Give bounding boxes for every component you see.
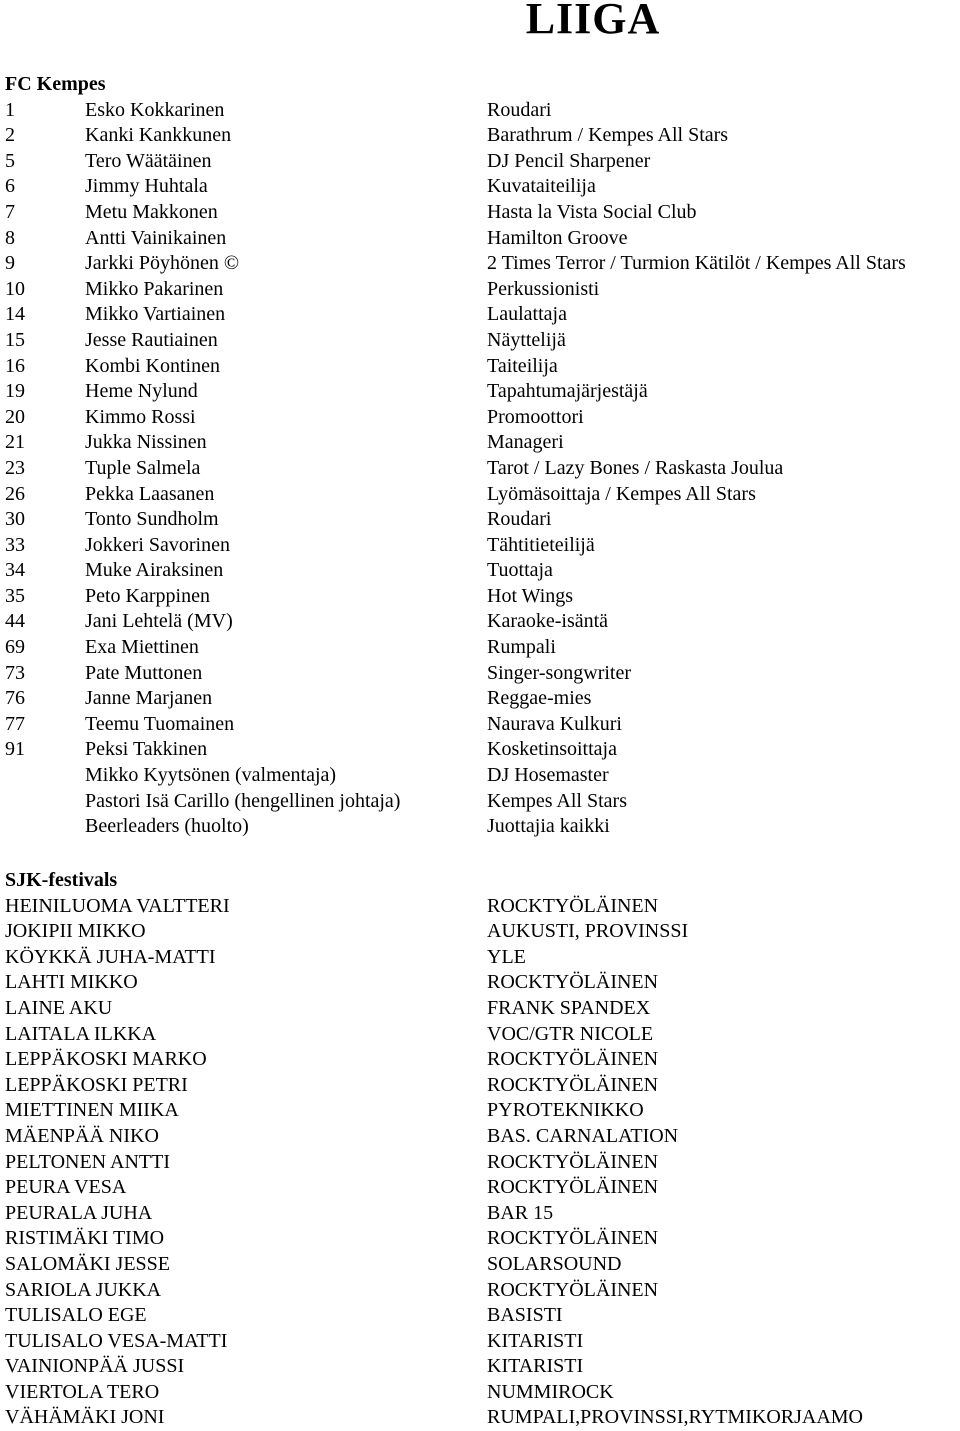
player-role: KITARISTI [487, 1355, 584, 1378]
player-role: PYROTEKNIKKO [487, 1099, 644, 1122]
table-row [5, 712, 960, 738]
player-role: NUMMIROCK [487, 1380, 614, 1403]
table-row [5, 996, 960, 1022]
player-role: Laulattaja [487, 303, 567, 326]
player-role: DJ Pencil Sharpener [487, 149, 651, 172]
player-role: ROCKTYÖLÄINEN [487, 1176, 659, 1199]
player-number: 73 [5, 661, 25, 684]
player-role: VOC/GTR NICOLE [487, 1022, 654, 1045]
player-name: HEINILUOMA VALTTERI [5, 894, 230, 917]
table-row [5, 482, 960, 508]
player-name: Jukka Nissinen [85, 431, 207, 454]
table-row [5, 763, 960, 789]
table-row [5, 533, 960, 559]
player-number: 30 [5, 508, 25, 531]
table-row [5, 302, 960, 328]
table-row [5, 226, 960, 252]
player-name: Esko Kokkarinen [85, 98, 225, 121]
player-role: YLE [487, 945, 526, 968]
player-role: 2 Times Terror / Turmion Kätilöt / Kempes All Stars [487, 252, 906, 275]
player-role: Näyttelijä [487, 328, 566, 351]
table-row [5, 456, 960, 482]
table-row [5, 98, 960, 124]
table-row [5, 1278, 960, 1304]
table-row [5, 200, 960, 226]
player-name: JOKIPII MIKKO [5, 920, 146, 943]
table-row [5, 1124, 960, 1150]
player-role: Karaoke-isäntä [487, 610, 609, 633]
table-row [5, 507, 960, 533]
player-number: 15 [5, 328, 25, 351]
player-number: 76 [5, 687, 25, 710]
player-role: ROCKTYÖLÄINEN [487, 1278, 659, 1301]
fc-kempes-roster [5, 72, 960, 840]
table-row [5, 814, 960, 840]
player-role: ROCKTYÖLÄINEN [487, 1073, 659, 1096]
table-row [5, 584, 960, 610]
player-name: PELTONEN ANTTI [5, 1150, 170, 1173]
table-row [5, 1252, 960, 1278]
player-name: PEURA VESA [5, 1176, 127, 1199]
player-role: ROCKTYÖLÄINEN [487, 971, 659, 994]
player-role: Juottajia kaikki [487, 815, 610, 838]
player-name: Pate Muttonen [85, 661, 203, 684]
table-row [5, 149, 960, 175]
player-role: BASISTI [487, 1304, 563, 1327]
player-role: Tuottaja [487, 559, 553, 582]
table-row [5, 945, 960, 971]
table-row [5, 251, 960, 277]
player-name: Teemu Tuomainen [85, 712, 235, 735]
player-name: KÖYKKÄ JUHA-MATTI [5, 945, 216, 968]
player-number: 8 [5, 226, 15, 249]
table-row [5, 1201, 960, 1227]
fc-kempes-rows [5, 98, 960, 840]
player-number: 20 [5, 405, 25, 428]
table-row [5, 1405, 960, 1431]
player-name: MÄENPÄÄ NIKO [5, 1124, 159, 1147]
player-role: Hasta la Vista Social Club [487, 200, 697, 223]
player-number: 19 [5, 380, 25, 403]
player-role: Kempes All Stars [487, 789, 627, 812]
table-row [5, 1098, 960, 1124]
player-role: Kosketinsoittaja [487, 738, 617, 761]
player-number: 44 [5, 610, 25, 633]
player-role: Hot Wings [487, 584, 574, 607]
player-name: Metu Makkonen [85, 200, 218, 223]
player-role: Lyömäsoittaja / Kempes All Stars [487, 482, 756, 505]
player-role: KITARISTI [487, 1329, 584, 1352]
player-name: Jesse Rautiainen [85, 328, 218, 351]
sjk-festivals-rows [5, 894, 960, 1431]
player-name: VAINIONPÄÄ JUSSI [5, 1355, 185, 1378]
player-number: 77 [5, 712, 25, 735]
table-row [5, 970, 960, 996]
player-role: ROCKTYÖLÄINEN [487, 1048, 659, 1071]
table-row [5, 661, 960, 687]
player-number: 6 [5, 175, 15, 198]
player-role: Promoottori [487, 405, 584, 428]
player-name: Kimmo Rossi [85, 405, 196, 428]
table-row [5, 1226, 960, 1252]
player-name: SARIOLA JUKKA [5, 1278, 162, 1301]
sjk-festivals-roster [5, 868, 960, 1431]
table-row [5, 123, 960, 149]
table-row [5, 1354, 960, 1380]
player-role: BAR 15 [487, 1201, 554, 1224]
table-row [5, 430, 960, 456]
table-row [5, 1329, 960, 1355]
player-role: Manageri [487, 431, 564, 454]
player-role: Kuvataiteilija [487, 175, 596, 198]
player-name: Jarkki Pöyhönen © [85, 252, 240, 275]
table-row [5, 635, 960, 661]
table-row [5, 379, 960, 405]
player-role: Perkussionisti [487, 277, 600, 300]
player-name: Peto Karppinen [85, 584, 210, 607]
player-role: Tapahtumajärjestäjä [487, 380, 648, 403]
player-role: Roudari [487, 508, 552, 531]
player-name: Muke Airaksinen [85, 559, 224, 582]
table-row [5, 1150, 960, 1176]
table-row [5, 354, 960, 380]
player-name: Jani Lehtelä (MV) [85, 610, 233, 633]
table-row [5, 1022, 960, 1048]
player-number: 16 [5, 354, 25, 377]
player-name: Tero Wäätäinen [85, 149, 212, 172]
player-role: SOLARSOUND [487, 1252, 622, 1275]
player-name: Beerleaders (huolto) [85, 815, 249, 838]
player-name: Tonto Sundholm [85, 508, 219, 531]
player-name: TULISALO VESA-MATTI [5, 1329, 228, 1352]
player-role: Barathrum / Kempes All Stars [487, 124, 729, 147]
player-name: Heme Nylund [85, 380, 198, 403]
player-name: LEPPÄKOSKI PETRI [5, 1073, 188, 1096]
player-name: Tuple Salmela [85, 456, 201, 479]
player-name: Mikko Vartiainen [85, 303, 226, 326]
player-number: 9 [5, 252, 15, 275]
player-number: 23 [5, 456, 25, 479]
table-row [5, 277, 960, 303]
player-number: 5 [5, 149, 15, 172]
player-number: 33 [5, 533, 25, 556]
table-row [5, 919, 960, 945]
player-name: Antti Vainikainen [85, 226, 227, 249]
table-row [5, 737, 960, 763]
player-name: Pekka Laasanen [85, 482, 215, 505]
player-role: Singer-songwriter [487, 661, 632, 684]
player-role: Roudari [487, 98, 552, 121]
player-number: 10 [5, 277, 25, 300]
player-role: Hamilton Groove [487, 226, 628, 249]
player-role: Taiteilija [487, 354, 558, 377]
player-number: 21 [5, 431, 25, 454]
table-row [5, 1047, 960, 1073]
player-role: RUMPALI,PROVINSSI,RYTMIKORJAAMO [487, 1406, 863, 1429]
player-number: 26 [5, 482, 25, 505]
table-row [5, 686, 960, 712]
player-role: ROCKTYÖLÄINEN [487, 894, 659, 917]
player-number: 7 [5, 200, 15, 223]
table-row [5, 328, 960, 354]
player-number: 1 [5, 98, 15, 121]
player-name: Janne Marjanen [85, 687, 213, 710]
player-name: LAITALA ILKKA [5, 1022, 157, 1045]
table-row [5, 405, 960, 431]
player-name: TULISALO EGE [5, 1304, 147, 1327]
player-name: VIERTOLA TERO [5, 1380, 160, 1403]
player-name: VÄHÄMÄKI JONI [5, 1406, 165, 1429]
page-title: LIIGA [525, 0, 661, 43]
table-row [5, 894, 960, 920]
table-row [5, 1380, 960, 1406]
player-name: MIETTINEN MIIKA [5, 1099, 179, 1122]
player-role: BAS. CARNALATION [487, 1124, 679, 1147]
player-number: 2 [5, 124, 15, 147]
table-row [5, 1175, 960, 1201]
player-name: Jokkeri Savorinen [85, 533, 230, 556]
player-name: Kanki Kankkunen [85, 124, 232, 147]
player-number: 35 [5, 584, 25, 607]
player-name: Jimmy Huhtala [85, 175, 208, 198]
table-row [5, 558, 960, 584]
table-row [5, 789, 960, 815]
player-role: ROCKTYÖLÄINEN [487, 1150, 659, 1173]
player-role: Rumpali [487, 636, 556, 659]
player-role: ROCKTYÖLÄINEN [487, 1227, 659, 1250]
player-name: LAINE AKU [5, 996, 113, 1019]
fc-kempes-heading: FC Kempes [5, 73, 106, 95]
player-role: Reggae-mies [487, 687, 592, 710]
player-name: Pastori Isä Carillo (hengellinen johtaja) [85, 789, 401, 812]
player-role: Tarot / Lazy Bones / Raskasta Joulua [487, 456, 784, 479]
player-name: Kombi Kontinen [85, 354, 220, 377]
player-role: DJ Hosemaster [487, 764, 609, 787]
player-number: 91 [5, 738, 25, 761]
player-name: LEPPÄKOSKI MARKO [5, 1048, 207, 1071]
player-number: 69 [5, 636, 25, 659]
player-role: FRANK SPANDEX [487, 996, 651, 1019]
table-row [5, 174, 960, 200]
player-name: SALOMÄKI JESSE [5, 1252, 171, 1275]
table-row [5, 1073, 960, 1099]
player-name: Mikko Kyytsönen (valmentaja) [85, 764, 337, 787]
sjk-festivals-heading: SJK-festivals [5, 869, 118, 891]
table-row [5, 1303, 960, 1329]
player-name: LAHTI MIKKO [5, 971, 138, 994]
player-name: RISTIMÄKI TIMO [5, 1227, 165, 1250]
player-role: AUKUSTI, PROVINSSI [487, 920, 689, 943]
player-number: 14 [5, 303, 25, 326]
table-row [5, 609, 960, 635]
player-name: PEURALA JUHA [5, 1201, 153, 1224]
player-role: Tähtitieteilijä [487, 533, 595, 556]
player-name: Mikko Pakarinen [85, 277, 224, 300]
player-role: Naurava Kulkuri [487, 712, 622, 735]
player-name: Exa Miettinen [85, 636, 199, 659]
player-number: 34 [5, 559, 25, 582]
player-name: Peksi Takkinen [85, 738, 208, 761]
